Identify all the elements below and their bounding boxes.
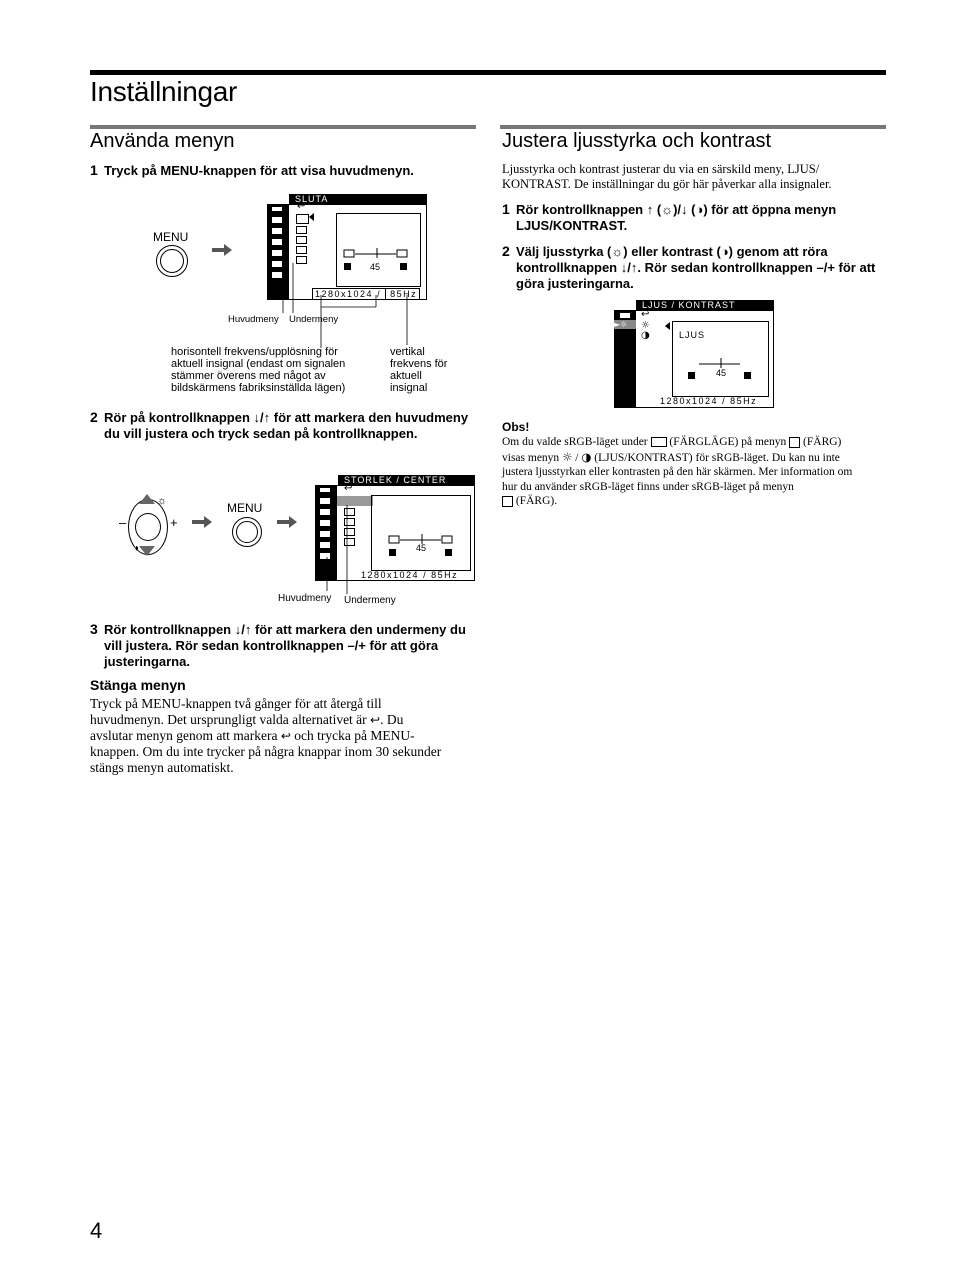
contrast-icon: ◑ [641, 330, 650, 341]
callout-vertical-freq: vertikal frekvens för aktuell insignal [390, 346, 448, 394]
label-sub-menu: Undermeny [344, 595, 396, 606]
slider-value: 45 [416, 543, 427, 553]
return-icon: ↩ [280, 729, 291, 743]
slider-value: 45 [716, 368, 727, 378]
color-icon [789, 437, 800, 448]
sub-label: LJUS [679, 330, 706, 340]
step-number: 1 [90, 162, 98, 178]
label-main-menu: Huvudmeny [228, 314, 279, 325]
return-icon: ↩ [297, 201, 306, 212]
osd-main-menu-column: ►☼ [614, 310, 636, 408]
menu-button-label: MENU [227, 501, 263, 515]
step-text: Tryck på MENU-knappen för att visa huvudmenyn. [104, 163, 414, 178]
step-number: 2 [90, 409, 98, 425]
step-number: 1 [502, 201, 510, 217]
step-2-right [502, 244, 882, 292]
note-text: Om du valde sRGB-läget under (FÄRGLÄGE) på menyn (FÄRG) visas menyn ☼ / ◑ (LJUS/KONTRAST) för sRGB-läget. Du kan nu inte justera ljusstyrkan eller kontrasten på den här skärmen. Mer information om hur du använder sRGB-läget finns under sRGB-läget på menyn (FÄRG). [502, 436, 853, 507]
step-3-left [90, 622, 475, 670]
note-heading: Obs! [502, 420, 530, 434]
step-text: Rör kontrollknappen ↓/↑ för att markera den undermeny du vill justera. Rör sedan kontrollknappen –/+ för att göra justeringarna. [104, 622, 466, 669]
close-menu-text: Tryck på MENU-knappen två gånger för att återgå till huvudmenyn. Det ursprungligt valda alternativet är ↩. Du avslutar menyn genom att markera ↩ och trycka på MENU- knappen. Om du inte trycker på några knappar inom 30 sekunder stängs menyn automatiskt. [90, 696, 442, 775]
freq-readout: 1280x1024 / 85Hz [660, 396, 758, 406]
page-number: 4 [90, 1218, 103, 1243]
brightness-icon: ☼ [641, 320, 650, 331]
section-rule-left [90, 125, 476, 129]
osd-title-bar: STORLEK / CENTER [338, 475, 475, 486]
contrast-icon: ◑ [133, 543, 140, 554]
step-1-left [90, 163, 470, 179]
return-icon: ↩ [344, 483, 353, 494]
figure-select-main-menu [115, 475, 480, 610]
top-rule [90, 70, 886, 75]
slider-value: 45 [370, 262, 381, 272]
plus-label: + [170, 515, 178, 530]
return-icon: ↩ [370, 713, 381, 727]
freq-readout: 1280x1024 / 85Hz [312, 288, 420, 300]
brightness-icon: ☼ [157, 495, 168, 507]
callout-horizontal-freq: horisontell frekvens/upplösning för aktuell insignal (endast om signalen stämmer överens med något av bildskärmens fabriksinställda lägen) [171, 346, 346, 394]
color-mode-icon [651, 437, 667, 447]
return-icon: ↩ [641, 309, 650, 320]
menu-button-label: MENU [153, 230, 189, 244]
label-sub-menu: Undermeny [289, 314, 339, 325]
freq-readout: 1280x1024 / 85Hz [361, 570, 459, 580]
osd-sub-window [672, 321, 769, 397]
intro-text: Ljusstyrka och kontrast justerar du via en särskild meny, LJUS/ KONTRAST. De inställningar du gör här påverkar alla insignaler. [502, 162, 832, 191]
section-rule-right [500, 125, 886, 129]
osd-title-bar: SLUTA [289, 194, 427, 205]
figure-brightness-menu [614, 300, 776, 410]
callout-lines [115, 475, 480, 610]
minus-label: – [119, 515, 127, 530]
step-text: Välj ljusstyrka (☼) eller kontrast (◑) genom att röra kontrollknappen ↓/↑. Rör sedan kontrollknappen –/+ för att göra justeringarna. [516, 244, 876, 291]
step-text: Rör kontrollknappen ↑ (☼)/↓ (◑) för att öppna menyn LJUS/KONTRAST. [516, 202, 837, 233]
section-heading-using-menu: Använda menyn [90, 130, 235, 152]
step-text: Rör på kontrollknappen ↓/↑ för att markera den huvudmeny du vill justera och tryck sedan på kontrollknappen. [104, 410, 469, 441]
step-1-right [502, 202, 882, 234]
contrast-icon: ◑ [581, 449, 592, 464]
brightness-icon: ☼ [562, 449, 573, 464]
selection-pointer-icon [665, 322, 670, 330]
page-title: Inställningar [90, 76, 238, 107]
step-number: 3 [90, 621, 98, 637]
step-number: 2 [502, 243, 510, 259]
color-icon [502, 496, 513, 507]
section-heading-brightness-contrast: Justera ljusstyrka och kontrast [502, 130, 771, 152]
osd-title-bar: LJUS / KONTRAST [636, 300, 774, 311]
step-2-left [90, 410, 470, 442]
label-main-menu: Huvudmeny [278, 593, 332, 604]
close-menu-heading: Stänga menyn [90, 677, 186, 693]
